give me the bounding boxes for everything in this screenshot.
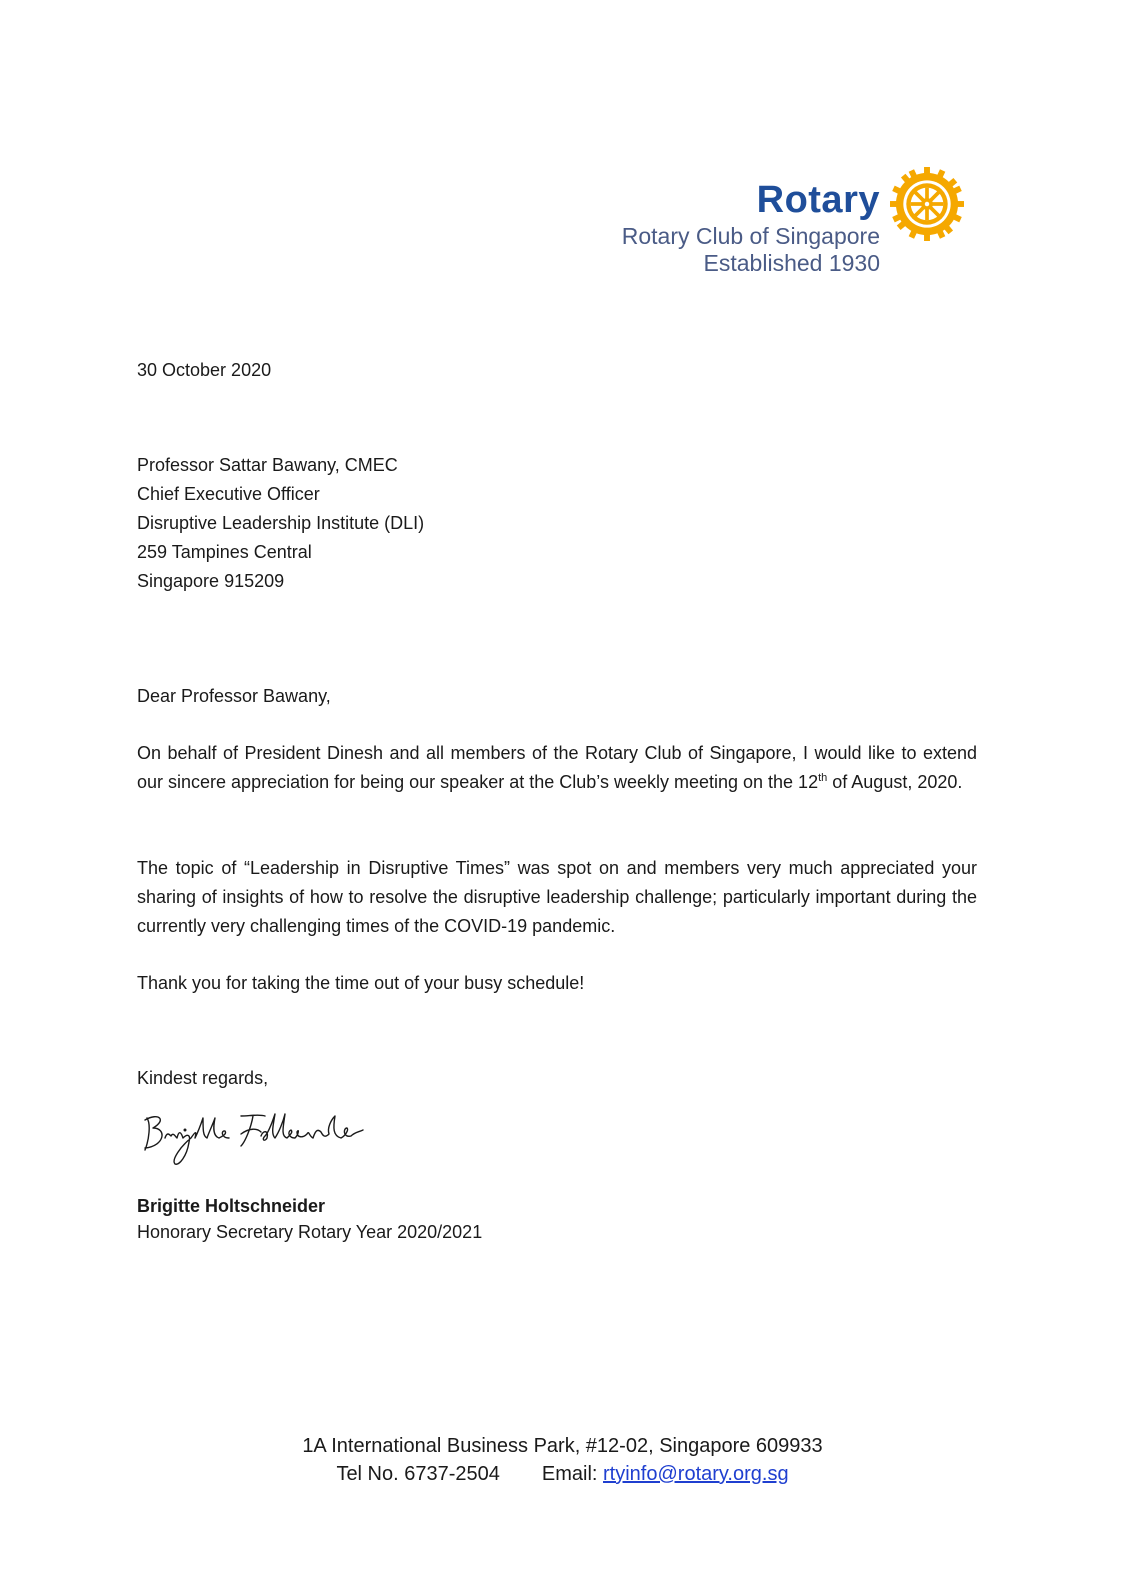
rotary-wheel-logo [890,167,964,241]
footer-contact [0,1463,1125,1486]
letterhead [600,165,980,290]
body-paragraph-2: The topic of “Leadership in Disruptive Times” was spot on and members very much appreciated your sharing of insights of how to resolve the disruptive leadership challenge; particularly important during the currently very challenging times of the COVID-19 pandemic. [137,858,977,936]
body-paragraph-1 [137,739,977,797]
ordinal-suffix: th [818,772,828,784]
established-year: Established 1930 [703,250,880,276]
club-name: Rotary Club of Singapore [621,223,880,249]
body-paragraph-3: Thank you for taking the time out of your busy schedule! [137,973,585,993]
handwritten-signature [137,1106,367,1172]
body-paragraph-1-end: of August, 2020. [827,772,963,792]
recipient-address-line2: Singapore 915209 [137,571,285,591]
recipient-address-line1: 259 Tampines Central [137,542,312,562]
footer-email-label: Email: [541,1463,604,1485]
footer-email-link[interactable]: rtyinfo@rotary.org.sg [603,1463,789,1485]
signer-name: Brigitte Holtschneider [137,1196,326,1216]
recipient-title: Chief Executive Officer [137,484,320,504]
signer-role: Honorary Secretary Rotary Year 2020/2021 [137,1222,483,1242]
rotary-brand-name: Rotary [756,179,880,221]
footer-address: 1A International Business Park, #12-02, Singapore 609933 [302,1435,823,1457]
letter-date: 30 October 2020 [137,360,272,380]
recipient-name: Professor Sattar Bawany, CMEC [137,455,398,475]
body-paragraph-1-text: On behalf of President Dinesh and all members of the Rotary Club of Singapore, I would like to extend our sincere appreciation for being our speaker at the Club’s weekly meeting on the 12 [137,743,977,792]
closing: Kindest regards, [137,1068,269,1088]
recipient-organization: Disruptive Leadership Institute (DLI) [137,513,425,533]
salutation: Dear Professor Bawany, [137,686,331,706]
footer-tel: Tel No. 6737-2504 [336,1463,500,1485]
